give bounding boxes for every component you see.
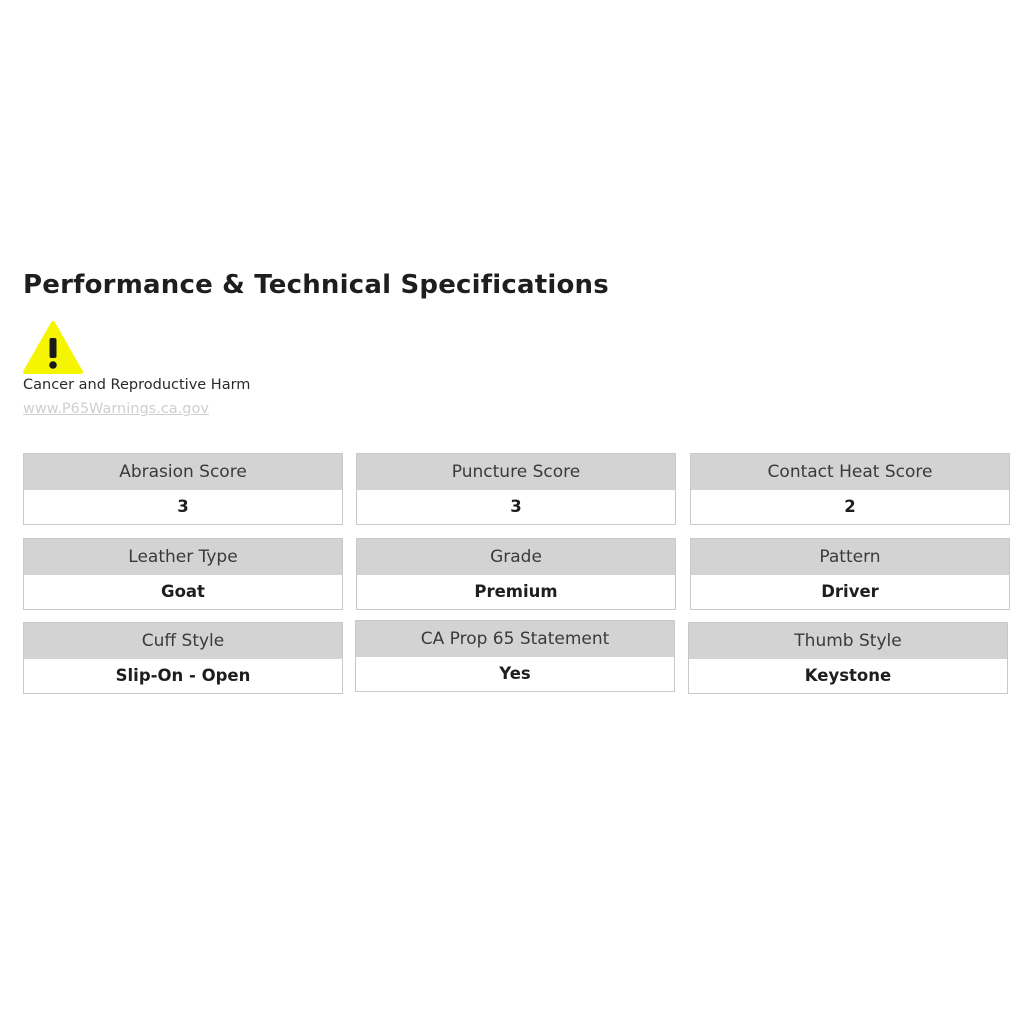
spec-label: Grade	[357, 539, 675, 575]
spec-value: Yes	[499, 664, 531, 683]
spec-value: Driver	[821, 582, 879, 601]
spec-value: 3	[177, 497, 189, 516]
spec-card-leather-type	[23, 538, 343, 610]
spec-card-pattern	[690, 538, 1010, 610]
spec-value: Goat	[161, 582, 205, 601]
spec-label: CA Prop 65 Statement	[356, 621, 674, 657]
spec-label: Abrasion Score	[24, 454, 342, 490]
spec-label: Cuff Style	[24, 623, 342, 659]
spec-value: 2	[844, 497, 856, 516]
spec-value: Keystone	[804, 666, 892, 685]
spec-label: Thumb Style	[689, 623, 1007, 659]
spec-card-puncture-score	[356, 453, 676, 525]
spec-label: Puncture Score	[357, 454, 675, 490]
spec-label: Contact Heat Score	[691, 454, 1009, 490]
spec-card-grade	[356, 538, 676, 610]
spec-value: 3	[510, 497, 522, 516]
spec-label: Pattern	[691, 539, 1009, 575]
spec-label: Leather Type	[24, 539, 342, 575]
spec-value: Premium	[474, 582, 558, 601]
page-title: Performance & Technical Specifications	[23, 270, 609, 300]
spec-card-abrasion-score	[23, 453, 343, 525]
spec-value: Slip-On - Open	[115, 666, 251, 685]
p65-warnings-link[interactable]: www.P65Warnings.ca.gov	[23, 401, 209, 417]
spec-card-contact-heat-score	[690, 453, 1010, 525]
spec-card-ca-prop-65-statement	[355, 620, 675, 692]
spec-card-cuff-style	[23, 622, 343, 694]
warning-text: Cancer and Reproductive Harm	[23, 377, 251, 393]
spec-card-thumb-style	[688, 622, 1008, 694]
warning-triangle-icon	[22, 320, 84, 376]
